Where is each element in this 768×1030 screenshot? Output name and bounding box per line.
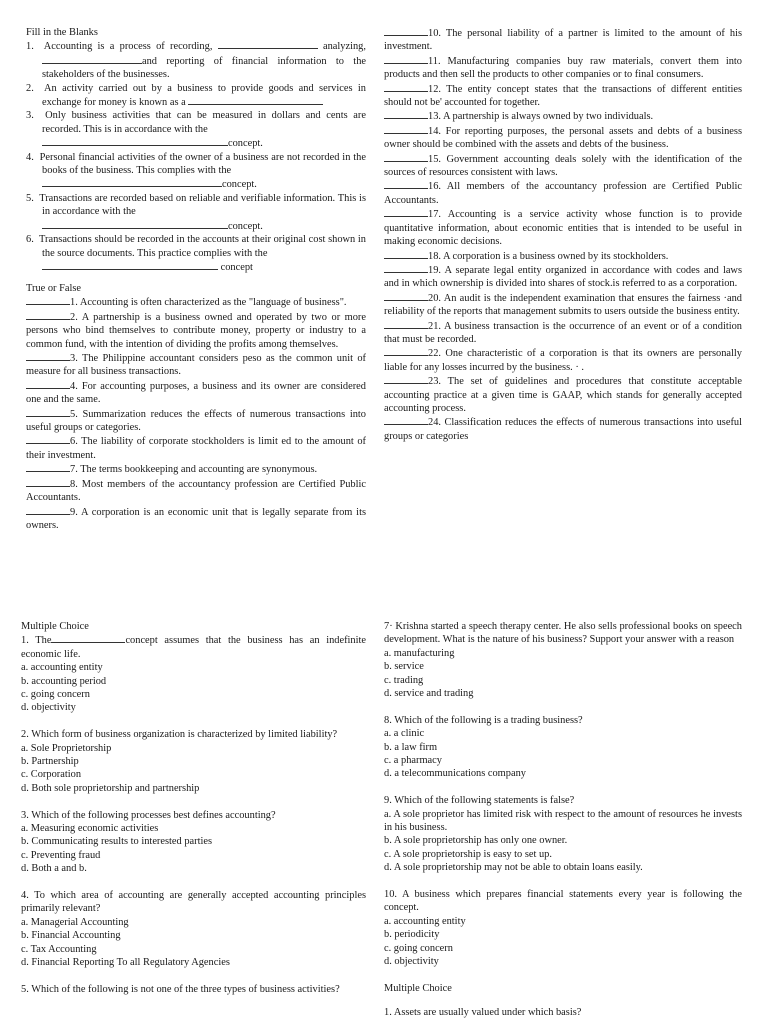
mc-question-10: [384, 888, 742, 968]
option: a. Measuring economic activities: [21, 823, 159, 835]
fill-item-4: 4. Personal financial activities of the owner of a business are not recorded in the books of the business. This complies with the concept.: [26, 151, 366, 191]
mc-heading-2: Multiple Choice: [384, 982, 452, 994]
answer-blank[interactable]: [26, 407, 70, 417]
answer-blank[interactable]: [26, 462, 70, 472]
question-text: 2. Which form of business organization is characterized by limited liability?: [21, 729, 338, 741]
answer-blank[interactable]: [26, 477, 70, 487]
option: a. accounting entity: [384, 915, 466, 927]
answer-blank[interactable]: [384, 319, 428, 329]
tf-item-6: 6. The liability of corporate stockholders is limit ed to the amount of their investment.: [26, 436, 366, 461]
answer-blank[interactable]: [384, 179, 428, 189]
option: b. Communicating results to interested parties: [21, 836, 213, 848]
tf-item-17: 17. Accounting is a service activity whose function is to provide quantitative information, about economic entities that is intended to be useful in making economic decisions.: [384, 209, 742, 248]
tf-item-18: 18. A corporation is a business owned by its stockholders.: [384, 249, 742, 263]
question-text: 7· Krishna started a speech therapy center. He also sells professional books on speech development. What is the nature of his business? Support your answer with a reason: [384, 621, 742, 646]
true-false-continued: [384, 26, 742, 443]
option: a. accounting entity: [21, 662, 103, 674]
answer-blank[interactable]: [384, 124, 428, 134]
answer-blank[interactable]: [26, 295, 70, 305]
answer-blank[interactable]: [26, 434, 70, 444]
tf-item-21: 21. A business transaction is the occurrence of an event or of a condition that must be recorded.: [384, 320, 742, 345]
answer-blank[interactable]: [26, 505, 70, 515]
question-text: 9. Which of the following statements is false?: [384, 795, 575, 807]
answer-blank[interactable]: [384, 415, 428, 425]
tf-item-2: 2. A partnership is a business owned and operated by two or more persons who bind themselves to contribute money, property or industry to a common fund, with the intention of dividing the profits among themselves.: [26, 311, 366, 350]
option: d. Both sole proprietorship and partnership: [21, 782, 200, 794]
answer-blank[interactable]: [26, 379, 70, 389]
option: c. a pharmacy: [384, 755, 442, 767]
mc-question-4: [21, 889, 366, 969]
tf-item-12: 12. The entity concept states that the transactions of different entities should not be' accounted for together.: [384, 83, 742, 109]
tf-item-14: 14. For reporting purposes, the personal assets and debts of a business owner should be combined with the assets and debts of the business.: [384, 125, 742, 151]
question-text: 1. The concept assumes that the business has an indefinite economic life.: [21, 635, 367, 660]
option: c. trading: [384, 674, 424, 686]
answer-blank[interactable]: [26, 351, 70, 361]
question-text: 1. Assets are usually valued under which basis?: [384, 1006, 582, 1018]
fill-item-2: 2. An activity carried out by a business to provide goods and services in exchange for money is known as a: [26, 82, 366, 109]
option: c. A sole proprietorship is easy to set up.: [384, 848, 552, 860]
answer-blank[interactable]: [384, 207, 428, 217]
question-text: 5. Which of the following is not one of the three types of business activities?: [21, 983, 340, 995]
question-text: 3. Which of the following processes best defines accounting?: [21, 809, 276, 821]
option: d. a telecommunications company: [384, 768, 526, 780]
fill-item-5: 5. Transactions are recorded based on reliable and verifiable information. This is in accordance with the concept.: [26, 192, 366, 232]
option: d. objectivity: [384, 956, 439, 968]
answer-blank[interactable]: [384, 109, 428, 119]
answer-blank[interactable]: [42, 54, 142, 64]
answer-blank[interactable]: [384, 263, 428, 273]
option: a. manufacturing: [384, 647, 455, 659]
option: d. A sole proprietorship may not be able to obtain loans easily.: [384, 862, 643, 874]
answer-blank[interactable]: [384, 54, 428, 64]
option: d. objectivity: [21, 702, 76, 714]
answer-blank[interactable]: [384, 346, 428, 356]
option: d. Both a and b.: [21, 863, 87, 875]
mc-heading: Multiple Choice: [21, 621, 89, 632]
tf-item-15: 15. Government accounting deals solely with the identification of the sources of resources consistent with laws.: [384, 153, 742, 179]
option: b. accounting period: [21, 675, 107, 687]
option: b. periodicity: [384, 929, 440, 941]
tf-item-3: 3. The Philippine accountant considers peso as the common unit of measure for all business transactions.: [26, 353, 366, 378]
tf-item-16: 16. All members of the accountancy profession are Certified Public Accountants.: [384, 181, 742, 206]
option: c. Tax Accounting: [21, 943, 97, 955]
question-text: 10. A business which prepares financial statements every year is following the concept.: [384, 889, 742, 914]
mc-right-column: [384, 620, 742, 1030]
option: c. Corporation: [21, 769, 82, 781]
option: a. Sole Proprietorship: [21, 742, 112, 754]
option: b. Financial Accounting: [21, 930, 121, 942]
answer-blank[interactable]: [384, 374, 428, 384]
mc-question-3: [21, 809, 366, 876]
fill-in-blanks-section: [26, 26, 366, 274]
option: a. a clinic: [384, 728, 425, 740]
option: a. Managerial Accounting: [21, 916, 129, 928]
mc-question-1: [21, 633, 366, 714]
option: c. going concern: [384, 942, 453, 954]
answer-blank[interactable]: [384, 26, 428, 36]
fill-heading: Fill in the Blanks: [26, 27, 98, 38]
tf-item-23: 23. The set of guidelines and procedures that constitute acceptable accounting practice at a given time is GAAP, which stands for generally accepted accounting process.: [384, 376, 742, 414]
fill-item-3: 3. Only business activities that can be measured in dollars and cents are recorded. This is in accordance with the concept.: [26, 110, 366, 150]
fill-item-6: 6. Transactions should be recorded in the accounts at their original cost shown in the source documents. This practice complies with the concept: [26, 234, 366, 273]
answer-blank[interactable]: [384, 152, 428, 162]
tf-item-22: 22. One characteristic of a corporation is that its owners are personally liable for any losses incurred by the business. · .: [384, 348, 742, 373]
answer-blank[interactable]: [51, 633, 125, 643]
tf-item-24: 24. Classification reduces the effects of numerous transactions into useful groups or categories: [384, 417, 742, 442]
tf-item-8: 8. Most members of the accountancy profession are Certified Public Accountants.: [26, 478, 366, 504]
option: b. a law firm: [384, 741, 438, 753]
answer-blank[interactable]: [42, 219, 228, 229]
tf-item-10: 10. The personal liability of a partner is limited to the amount of his investment.: [384, 28, 742, 53]
tf-item-20: 20. An audit is the independent examination that ensures the fairness ·and reliability of the reports that management submits to users outside the business entity.: [384, 292, 742, 318]
true-false-section: [26, 282, 366, 532]
tf-item-7: 7. The terms bookkeeping and accounting are synonymous.: [26, 462, 366, 476]
mc-question-2: [21, 728, 366, 795]
option: d. service and trading: [384, 688, 474, 700]
option: b. A sole proprietorship has only one owner.: [384, 835, 568, 847]
answer-blank[interactable]: [384, 82, 428, 92]
option: c. going concern: [21, 689, 90, 701]
tf-item-11: 11. Manufacturing companies buy raw materials, convert them into products and then sell the products to other companies or to final consumers.: [384, 55, 742, 81]
option: d. Financial Reporting To all Regulatory Agencies: [21, 957, 230, 969]
tf-item-5: 5. Summarization reduces the effects of numerous transactions into useful groups or categories.: [26, 408, 366, 434]
answer-blank[interactable]: [384, 249, 428, 259]
tf-heading: True or False: [26, 283, 82, 294]
mc-question-5: [21, 983, 366, 996]
mc-question-9: [384, 794, 742, 874]
tf-item-4: 4. For accounting purposes, a business and its owner are considered one and the same.: [26, 380, 366, 406]
fill-item-1: 1. Accounting is a process of recording, analyzing, and reporting of financial information to the stakeholders of the businesses.: [26, 41, 366, 81]
option: c. Preventing fraud: [21, 849, 101, 861]
tf-item-19: 19. A separate legal entity organized in accordance with codes and laws and in which ownership is divided into shares of stock.is referred to as a corporation.: [384, 264, 742, 290]
option: b. service: [384, 661, 424, 673]
answer-blank[interactable]: [42, 136, 228, 146]
answer-blank[interactable]: [384, 291, 428, 301]
answer-blank[interactable]: [42, 177, 222, 187]
option: b. Partnership: [21, 756, 79, 768]
tf-item-1: 1. Accounting is often characterized as the "language of business".: [26, 295, 366, 309]
answer-blank[interactable]: [188, 95, 323, 105]
answer-blank[interactable]: [42, 260, 218, 270]
question-text: 8. Which of the following is a trading business?: [384, 714, 583, 726]
mc-question-8: [384, 714, 742, 781]
tf-item-13: 13. A partnership is always owned by two individuals.: [384, 109, 742, 123]
question-text: 4. To which area of accounting are generally accepted accounting principles primarily relevant?: [21, 890, 366, 915]
answer-blank[interactable]: [218, 39, 318, 49]
tf-item-9: 9. A corporation is an economic unit that is legally separate from its owners.: [26, 506, 366, 531]
mc-left-column: [21, 620, 366, 996]
mc-question-7: [384, 620, 742, 700]
option: a. A sole proprietor has limited risk with respect to the amount of resources he invests in his business.: [384, 808, 742, 834]
answer-blank[interactable]: [26, 310, 70, 320]
